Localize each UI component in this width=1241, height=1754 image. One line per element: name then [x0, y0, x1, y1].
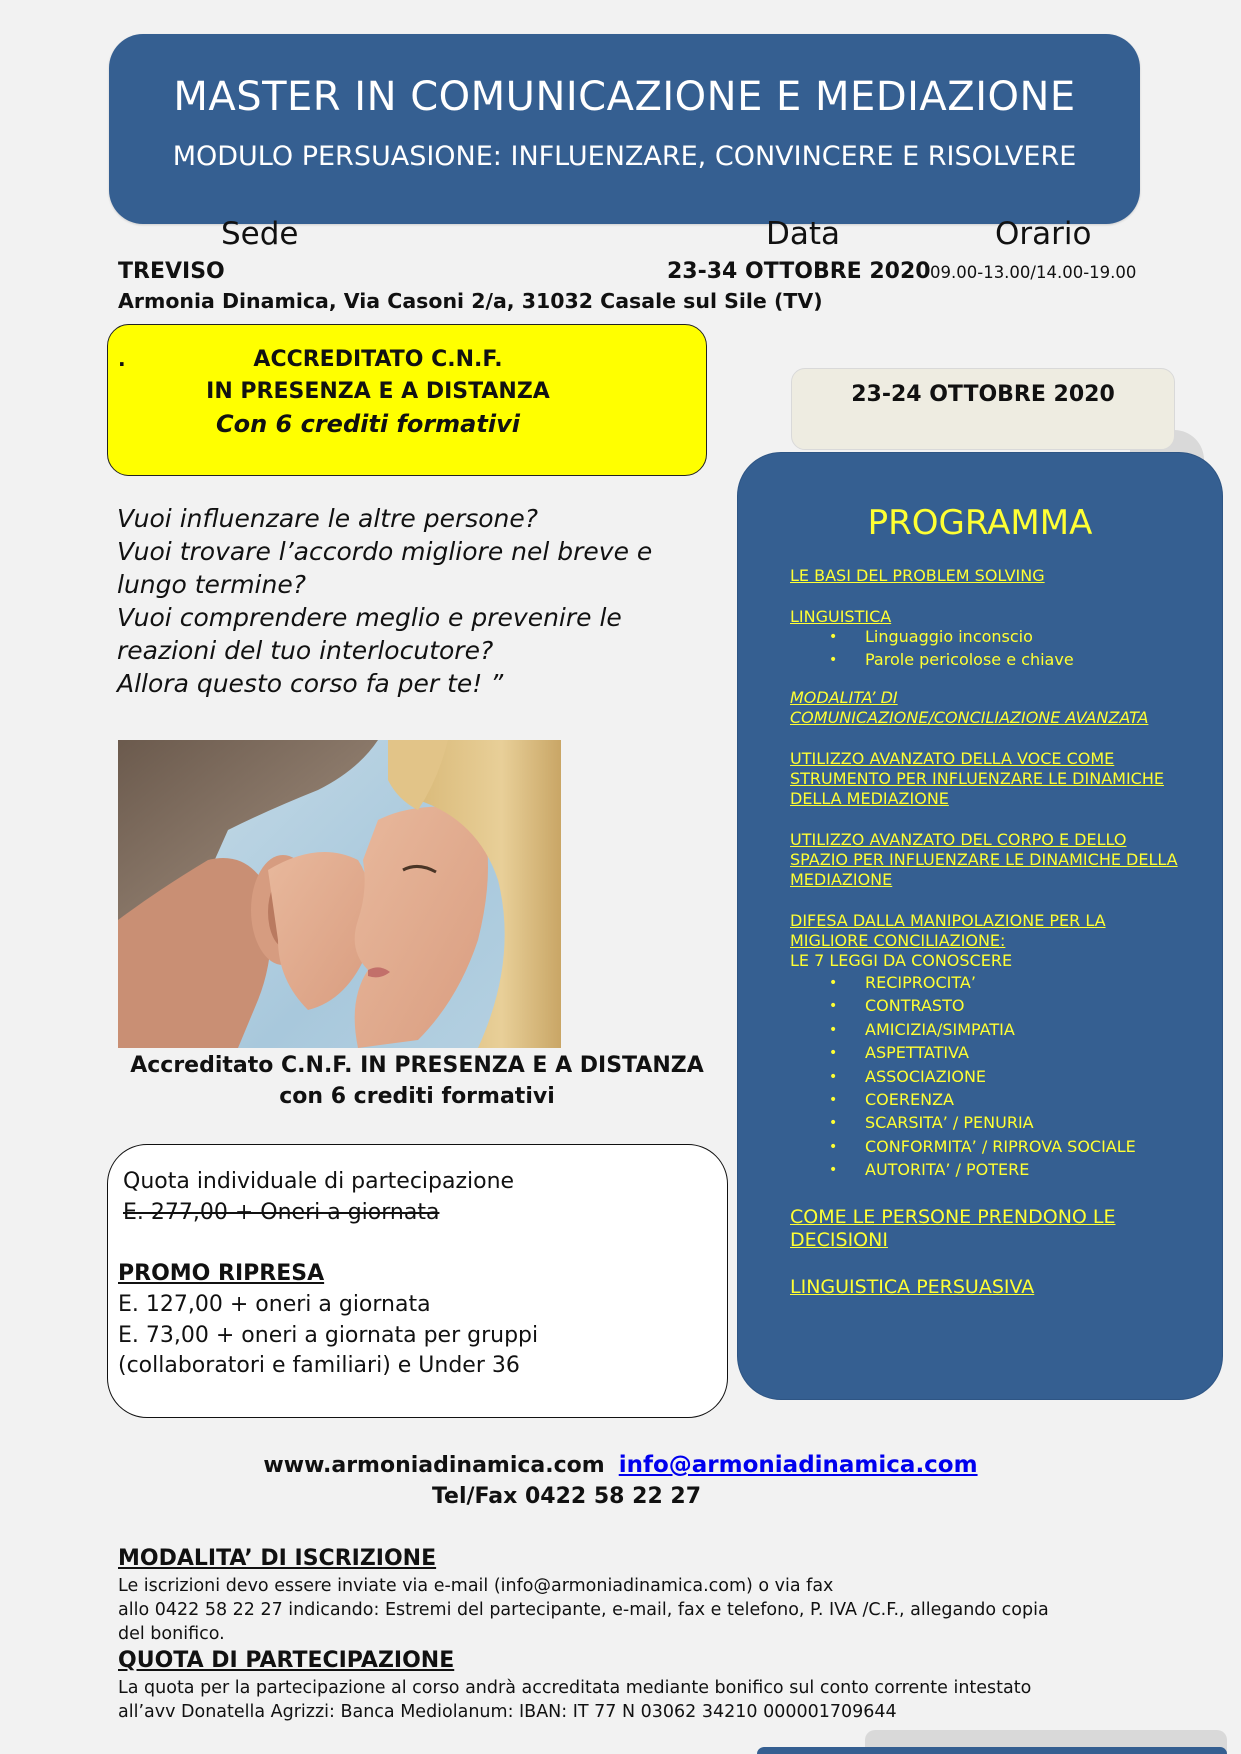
sede-label: Sede [221, 216, 299, 252]
promo-price-1: E. 127,00 + oneri a giornata [118, 1292, 431, 1317]
leggi-list [790, 973, 1136, 1184]
program-section-voce-1: UTILIZZO AVANZATO DELLA VOCE COME [790, 749, 1115, 768]
question-line: Allora questo corso fa per te! ” [117, 669, 504, 698]
program-section-corpo-1: UTILIZZO AVANZATO DEL CORPO E DELLO [790, 830, 1127, 849]
promo-price-3: (collaboratori e familiari) e Under 36 [118, 1353, 520, 1378]
data-label: Data [766, 216, 841, 252]
decorative-strip-blue [757, 1747, 1227, 1754]
program-section-modalita-2: COMUNICAZIONE/CONCILIAZIONE AVANZATA [790, 708, 1149, 727]
master-title: MASTER IN COMUNICAZIONE E MEDIAZIONE [173, 74, 1076, 120]
program-section-persuasiva: LINGUISTICA PERSUASIVA [790, 1276, 1035, 1298]
question-line: Vuoi trovare l’accordo migliore nel breve e [117, 537, 653, 566]
partecipazione-title: QUOTA DI PARTECIPAZIONE [118, 1648, 455, 1673]
question-line: Vuoi comprendere meglio e prevenire le [117, 603, 622, 632]
old-price: E. 277,00 + Oneri a giornata [123, 1200, 440, 1225]
program-section-decisioni-2: DECISIONI [790, 1229, 888, 1251]
program-section-voce-3: DELLA MEDIAZIONE [790, 789, 949, 808]
bullet-dot: . [118, 347, 126, 371]
date-pill [791, 368, 1175, 450]
caption-line-2: con 6 crediti formativi [279, 1084, 555, 1109]
list-item: • AUTORITA’ / POTERE [865, 1160, 1136, 1183]
event-date: 23-34 OTTOBRE 2020 [667, 259, 931, 284]
orario-label: Orario [995, 216, 1092, 252]
accreditation-box [107, 324, 707, 476]
question-line: reazioni del tuo interlocutore? [117, 636, 494, 665]
list-item: • AMICIZIA/SIMPATIA [865, 1020, 1136, 1043]
email-link[interactable]: info@armoniadinamica.com [618, 1452, 978, 1478]
iscrizione-line-2: allo 0422 58 22 27 indicando: Estremi del partecipante, e-mail, fax e telefono, P. IVA /C.F., allegando copia [118, 1600, 1049, 1620]
program-section-corpo-2: SPAZIO PER INFLUENZARE LE DINAMICHE DELLA [790, 850, 1178, 869]
program-section-linguistica: LINGUISTICA [790, 607, 892, 626]
program-section-voce-2: STRUMENTO PER INFLUENZARE LE DINAMICHE [790, 769, 1164, 788]
list-item: • COERENZA [865, 1090, 1136, 1113]
list-item: • Linguaggio inconscio [865, 627, 1074, 650]
list-item: • CONTRASTO [865, 996, 1136, 1019]
programma-panel [737, 452, 1223, 1400]
city: TREVISO [118, 259, 225, 284]
accreditation-line-2: IN PRESENZA E A DISTANZA [206, 379, 550, 404]
whisper-photo [118, 740, 561, 1048]
website: www.armoniadinamica.com [263, 1453, 605, 1478]
list-item: • SCARSITA’ / PENURIA [865, 1113, 1136, 1136]
program-section-difesa-2: MIGLIORE CONCILIAZIONE: [790, 931, 1006, 950]
venue-address: Armonia Dinamica, Via Casoni 2/a, 31032 Casale sul Sile (TV) [118, 289, 823, 313]
list-item: • ASSOCIAZIONE [865, 1067, 1136, 1090]
iscrizione-title: MODALITA’ DI ISCRIZIONE [118, 1546, 437, 1571]
program-section-corpo-3: MEDIAZIONE [790, 870, 893, 889]
partecipazione-line-1: La quota per la partecipazione al corso andrà accreditata mediante bonifico sul conto corrente intestato [118, 1678, 1032, 1698]
program-section-difesa-1: DIFESA DALLA MANIPOLAZIONE PER LA [790, 911, 1106, 930]
programma-title: PROGRAMMA [867, 503, 1093, 543]
phone: Tel/Fax 0422 58 22 27 [431, 1484, 702, 1509]
program-section-modalita-1: MODALITA’ DI [790, 688, 898, 707]
list-item: • Parole pericolose e chiave [865, 650, 1074, 673]
promo-price-2: E. 73,00 + oneri a giornata per gruppi [118, 1323, 539, 1348]
date-pill-text: 23-24 OTTOBRE 2020 [851, 382, 1115, 407]
event-hours: 09.00-13.00/14.00-19.00 [930, 263, 1137, 282]
questions-block [117, 502, 737, 700]
quota-box [107, 1144, 728, 1418]
linguistica-list [790, 627, 1074, 674]
caption-line-1: Accreditato C.N.F. IN PRESENZA E A DISTANZA [130, 1053, 704, 1078]
accreditation-line-3: Con 6 crediti formativi [216, 410, 520, 438]
accreditation-line-1: ACCREDITATO C.N.F. [253, 347, 503, 372]
list-item: • RECIPROCITA’ [865, 973, 1136, 996]
photo-caption [118, 1050, 716, 1112]
program-section-difesa-sub: LE 7 LEGGI DA CONOSCERE [790, 951, 1013, 970]
program-section-decisioni-1: COME LE PERSONE PRENDONO LE [790, 1206, 1116, 1228]
whisper-illustration [118, 740, 561, 1048]
module-subtitle: MODULO PERSUASIONE: INFLUENZARE, CONVINCERE E RISOLVERE [172, 141, 1077, 172]
program-section-problem-solving: LE BASI DEL PROBLEM SOLVING [790, 566, 1045, 585]
quota-title: Quota individuale di partecipazione [123, 1169, 515, 1194]
header-banner [109, 34, 1140, 224]
question-line: lungo termine? [117, 570, 307, 599]
iscrizione-line-3: del bonifico. [118, 1624, 225, 1644]
contact-line [0, 1452, 1241, 1478]
partecipazione-line-2: all’avv Donatella Agrizzi: Banca Mediolanum: IBAN: IT 77 N 03062 34210 000001709644 [118, 1702, 897, 1722]
list-item: • CONFORMITA’ / RIPROVA SOCIALE [865, 1137, 1136, 1160]
iscrizione-line-1: Le iscrizioni devo essere inviate via e-mail (info@armoniadinamica.com) o via fax [118, 1576, 834, 1596]
promo-title: PROMO RIPRESA [118, 1261, 325, 1286]
list-item: • ASPETTATIVA [865, 1043, 1136, 1066]
question-line: Vuoi influenzare le altre persone? [117, 504, 539, 533]
